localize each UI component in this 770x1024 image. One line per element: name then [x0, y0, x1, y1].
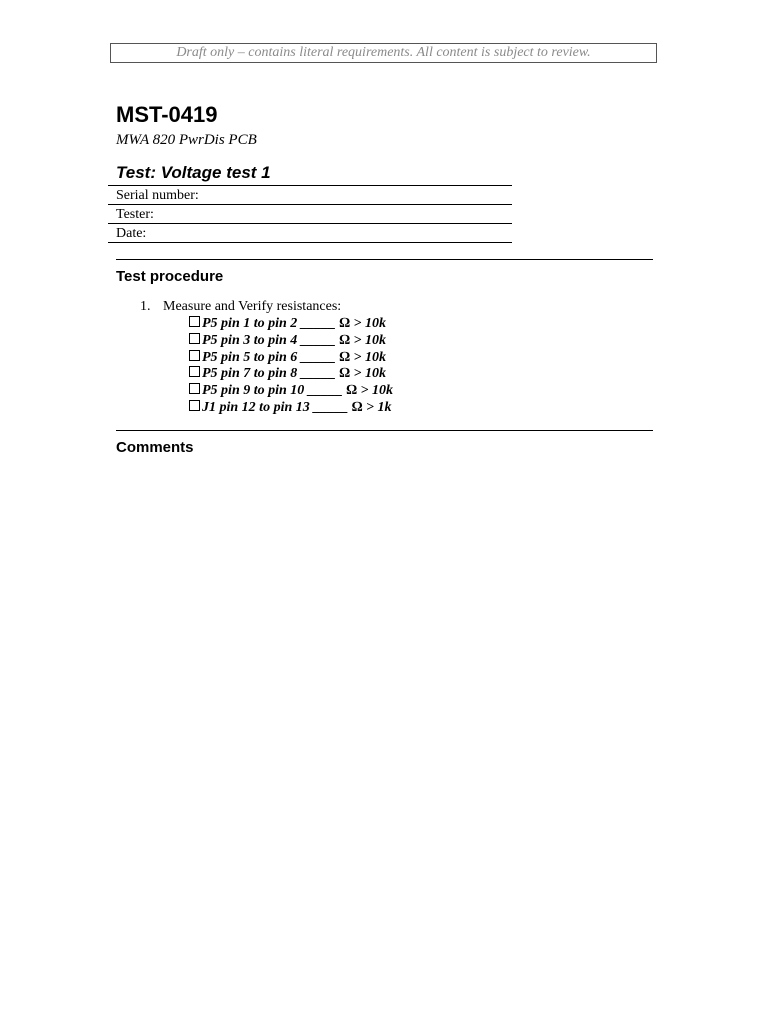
checkbox-icon[interactable] [189, 383, 200, 394]
date-field: Date: [108, 224, 512, 243]
procedure-step [140, 298, 341, 315]
checkbox-icon[interactable] [189, 333, 200, 344]
serial-number-field: Serial number: [108, 186, 512, 205]
check-item [189, 316, 393, 333]
check-item [189, 366, 393, 383]
comments-heading: Comments [116, 439, 194, 456]
check-item-label: P5 pin 3 to pin 4 _____ Ω > 10k [202, 332, 387, 348]
section-divider [116, 259, 653, 260]
test-title: Test: Voltage test 1 [116, 163, 271, 182]
checkbox-icon[interactable] [189, 316, 200, 327]
check-item [189, 333, 393, 350]
document-subtitle: MWA 820 PwrDis PCB [116, 132, 257, 148]
tester-field: Tester: [108, 205, 512, 224]
check-item [189, 400, 393, 417]
check-item-label: P5 pin 5 to pin 6 _____ Ω > 10k [202, 349, 387, 365]
check-item [189, 350, 393, 367]
test-info-table [108, 185, 512, 243]
check-item-label: P5 pin 9 to pin 10 _____ Ω > 10k [202, 383, 394, 399]
step-number: 1. [140, 299, 151, 314]
check-item-label: P5 pin 7 to pin 8 _____ Ω > 10k [202, 366, 387, 382]
step-text: Measure and Verify resistances: [163, 299, 342, 314]
checkbox-icon[interactable] [189, 400, 200, 411]
section-divider [116, 430, 653, 431]
check-item-label: P5 pin 1 to pin 2 _____ Ω > 10k [202, 316, 387, 331]
test-procedure-heading: Test procedure [116, 268, 224, 285]
check-item [189, 383, 393, 400]
checkbox-icon[interactable] [189, 350, 200, 361]
draft-banner: Draft only – contains literal requirements. All content is subject to review. [110, 43, 657, 63]
document-id: MST-0419 [116, 102, 218, 127]
checkbox-icon[interactable] [189, 366, 200, 377]
resistance-checklist [189, 316, 393, 417]
check-item-label: J1 pin 12 to pin 13 _____ Ω > 1k [202, 399, 392, 415]
